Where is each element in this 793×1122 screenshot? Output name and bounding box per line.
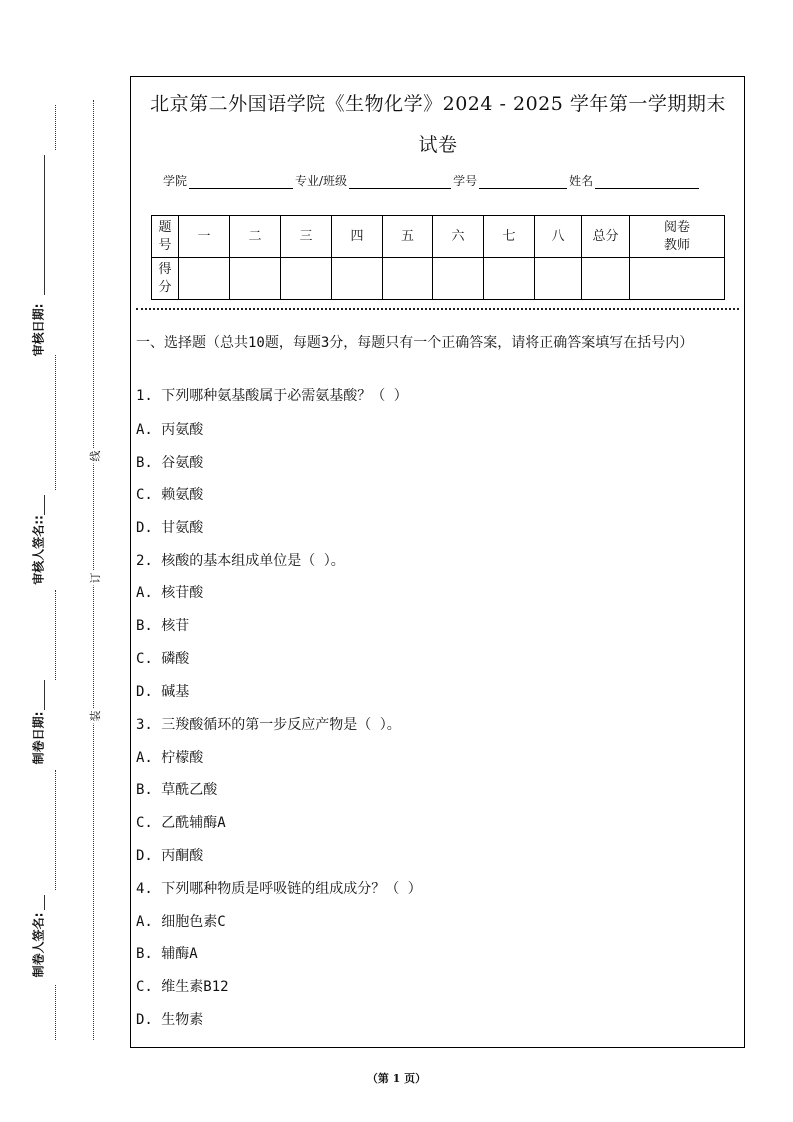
answer-option: A. 细胞色素C [136,914,226,930]
college-label: 学院 [163,174,188,188]
score-cell[interactable] [230,258,281,300]
score-cell-total[interactable] [582,258,630,300]
answer-option: D. 丙酮酸 [136,848,204,864]
signature-dotted-line [55,590,56,680]
column-header: 四 [332,216,383,258]
binding-mark-bind: 装 [86,709,104,724]
score-cell[interactable] [535,258,582,300]
dotted-separator [136,308,739,310]
answer-option: C. 乙酰辅酶A [136,815,226,831]
score-table [151,215,725,300]
review-date-blank[interactable] [44,155,45,295]
signature-dotted-line [55,355,56,490]
column-header: 七 [484,216,535,258]
review-date-label: 审核日期: [31,303,46,357]
student-id-label: 学号 [453,174,478,188]
exam-title-continued: 试卷 [418,134,458,156]
college-field[interactable] [189,174,293,189]
question-number-label: 题号 [152,216,179,258]
score-cell[interactable] [433,258,484,300]
signature-dotted-line [55,770,56,890]
binding-mark-staple: 订 [86,571,104,586]
paper-date-label: 制卷日期: [31,711,46,765]
name-field[interactable] [595,174,699,189]
answer-option: D. 生物素 [136,1012,204,1028]
question-stem: 1. 下列哪种氨基酸属于必需氨基酸？（ ） [136,388,408,404]
answer-option: A. 核苷酸 [136,585,204,601]
binding-mark-line: 线 [86,449,104,464]
column-header: 二 [230,216,281,258]
column-header: 一 [179,216,230,258]
answer-option: A. 丙氨酸 [136,422,204,438]
score-cell[interactable] [281,258,332,300]
score-cell-grader[interactable] [630,258,725,300]
score-cell[interactable] [332,258,383,300]
question-stem: 2. 核酸的基本组成单位是（ ）。 [136,553,345,569]
score-row-label: 得分 [152,258,179,300]
major-class-label: 专业/班级 [295,174,348,188]
answer-option: C. 维生素B12 [136,979,229,995]
paper-maker-signature-blank[interactable] [44,895,45,910]
score-table-header-row [152,216,725,258]
question-stem: 4. 下列哪种物质是呼吸链的组成成分？（ ） [136,881,422,897]
page-number: （第 1 页） [366,1072,427,1085]
exam-title: 北京第二外国语学院《生物化学》2024 - 2025 学年第一学期期末 [150,93,726,115]
score-cell[interactable] [383,258,433,300]
paper-maker-signature-label: 制卷人签名: [31,912,46,978]
score-cell[interactable] [484,258,535,300]
column-header-grader: 阅卷教师 [630,216,725,258]
answer-option: B. 谷氨酸 [136,455,204,471]
score-cell[interactable] [179,258,230,300]
major-class-field[interactable] [349,174,451,189]
reviewer-signature-label: 审核人签名:: [31,515,46,585]
answer-option: C. 赖氨酸 [136,487,204,503]
paper-date-blank[interactable] [44,680,45,710]
reviewer-signature-blank[interactable] [44,495,45,515]
score-table-score-row [152,258,725,300]
answer-option: D. 甘氨酸 [136,520,204,536]
column-header: 六 [433,216,484,258]
question-stem: 3. 三羧酸循环的第一步反应产物是（ ）。 [136,717,401,733]
answer-option: D. 碱基 [136,684,190,700]
answer-option: B. 辅酶A [136,946,198,962]
name-label: 姓名 [569,174,594,188]
answer-option: B. 核苷 [136,618,190,634]
answer-option: C. 磷酸 [136,651,190,667]
answer-option: B. 草酰乙酸 [136,782,218,798]
student-info-line [163,172,701,189]
answer-option: A. 柠檬酸 [136,750,204,766]
column-header: 八 [535,216,582,258]
section-heading: 一、选择题（总共10题，每题3分，每题只有一个正确答案，请将正确答案填写在括号内） [136,335,694,351]
student-id-field[interactable] [479,174,567,189]
column-header: 五 [383,216,433,258]
column-header-total: 总分 [582,216,630,258]
signature-dotted-line [55,105,56,150]
column-header: 三 [281,216,332,258]
signature-dotted-line [55,985,56,1040]
